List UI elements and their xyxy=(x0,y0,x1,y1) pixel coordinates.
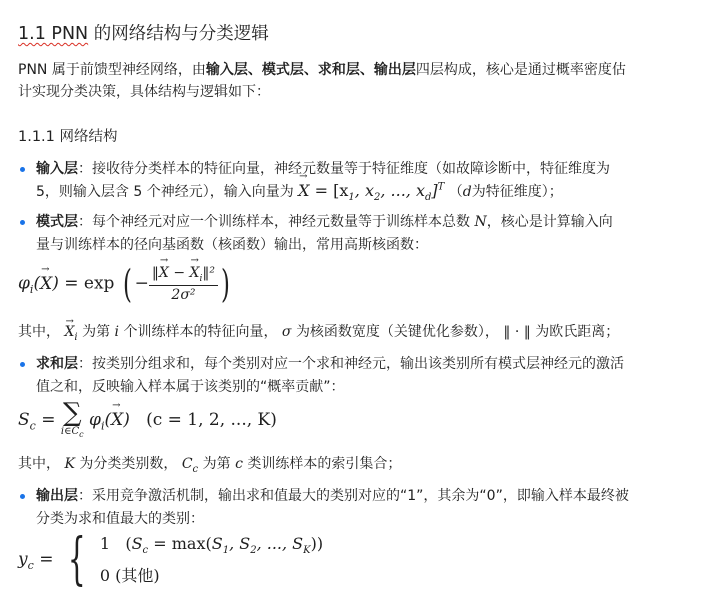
input-layer-text-2: 5，则输入层含 5 个神经元），输入向量为 xyxy=(36,184,294,200)
input-layer-line-1 xyxy=(36,158,610,178)
sum-note-text-c: 为第 xyxy=(202,456,231,472)
norm-symbol: ‖ · ‖ xyxy=(503,324,531,340)
summation-layer-label: 求和层 xyxy=(36,356,78,372)
intro-text-a: PNN 属于前馈型神经网络，由 xyxy=(18,62,206,78)
output-formula: $y_c$ = { 1 ($S_c = \max(S_1$, $S_2$, ..., $S_K$)) 0 (其他) xyxy=(18,527,324,592)
note-text-e: 为欧氏距离； xyxy=(535,324,620,340)
heading-pnn: 1.1 PNN xyxy=(18,24,89,44)
input-layer-line-2 xyxy=(36,181,563,203)
pattern-layer-text-1: ：每个神经元对应一个训练样本，神经元数量等于训练样本总数 xyxy=(78,214,470,230)
pattern-layer-text-2: ，核心是计算输入向 xyxy=(486,214,613,230)
bullet-dot xyxy=(20,362,25,367)
xi-symbol: → $X_i$ xyxy=(64,324,77,340)
output-layer-line-1 xyxy=(36,485,629,505)
pattern-layer-line-2: 量与训练样本的径向基函数（核函数）输出，常用高斯核函数： xyxy=(36,237,428,253)
c-symbol: c xyxy=(235,456,243,472)
sum-note-text-b: 为分类类别数， xyxy=(79,456,178,472)
pattern-layer-label: 模式层 xyxy=(36,214,78,230)
note-text-d: 为核函数宽度（关键优化参数）， xyxy=(295,324,499,340)
k-symbol: K xyxy=(64,456,75,472)
gaussian-kernel-formula: $\varphi_i(\to X) = \exp$ ( − $\frac{‖\to X - \to X_i‖^2}{\text{2σ²}}$ ) xyxy=(18,262,233,306)
input-layer-label: 输入层 xyxy=(36,161,78,177)
dimension-symbol: d xyxy=(462,184,472,200)
input-layer-text-3: 为特征维度）； xyxy=(471,184,563,200)
output-layer-text-1: ：采用竞争激活机制，输出求和值最大的类别对应的“1”，其余为“0”，即输入样本最终被 xyxy=(78,488,629,504)
subsection-heading: 1.1.1 网络结构 xyxy=(18,129,118,145)
sample-count-symbol: N xyxy=(474,214,487,230)
intro-line-2: 计实现分类决策，具体结构与逻辑如下： xyxy=(18,84,270,100)
summation-note xyxy=(18,453,401,481)
output-layer-line-2: 分类为求和值最大的类别： xyxy=(36,511,204,527)
input-layer-paren: （ xyxy=(448,184,463,200)
pattern-note xyxy=(18,321,619,349)
bullet-dot xyxy=(20,494,25,499)
intro-line-1 xyxy=(18,59,626,81)
summation-formula: $S_c$ = ∑ $i\in C_c$ $\varphi_i(\to X) (c = 1$, 2, ..., K) xyxy=(18,400,277,441)
pattern-layer-line-1 xyxy=(36,211,613,231)
cc-symbol: $C_c$ xyxy=(181,456,199,475)
sigma-symbol: σ xyxy=(281,324,292,340)
intro-text-bold: 输入层、模式层、求和层、输出层 xyxy=(205,62,416,78)
input-vector-formula: → $X = [x_1$, $x_2$, ..., $x_d]^T$ xyxy=(298,181,444,200)
sum-note-text-d: 类训练样本的索引集合； xyxy=(247,456,402,472)
note-text-a: 其中， xyxy=(18,324,60,340)
summation-layer-line-2: 值之和，反映输入样本属于该类别的“概率贡献”： xyxy=(36,379,345,395)
bullet-dot xyxy=(20,167,25,172)
sum-note-text-a: 其中， xyxy=(18,456,60,472)
note-text-b: 为第 xyxy=(82,324,111,340)
i-symbol: i xyxy=(114,324,120,340)
section-heading xyxy=(18,20,269,45)
input-layer-text-1: ：接收待分类样本的特征向量，神经元数量等于特征维度（如故障诊断中，特征维度为 xyxy=(78,161,610,177)
bullet-dot xyxy=(20,220,25,225)
output-layer-label: 输出层 xyxy=(36,488,78,504)
note-text-c: 个训练样本的特征向量， xyxy=(123,324,278,340)
summation-layer-line-1 xyxy=(36,353,624,373)
heading-rest: 的网络结构与分类逻辑 xyxy=(88,24,269,44)
summation-layer-text-1: ：按类别分组求和，每个类别对应一个求和神经元，输出该类别所有模式层神经元的激活 xyxy=(78,356,624,372)
intro-text-b: 四层构成，核心是通过概率密度估 xyxy=(415,62,626,78)
